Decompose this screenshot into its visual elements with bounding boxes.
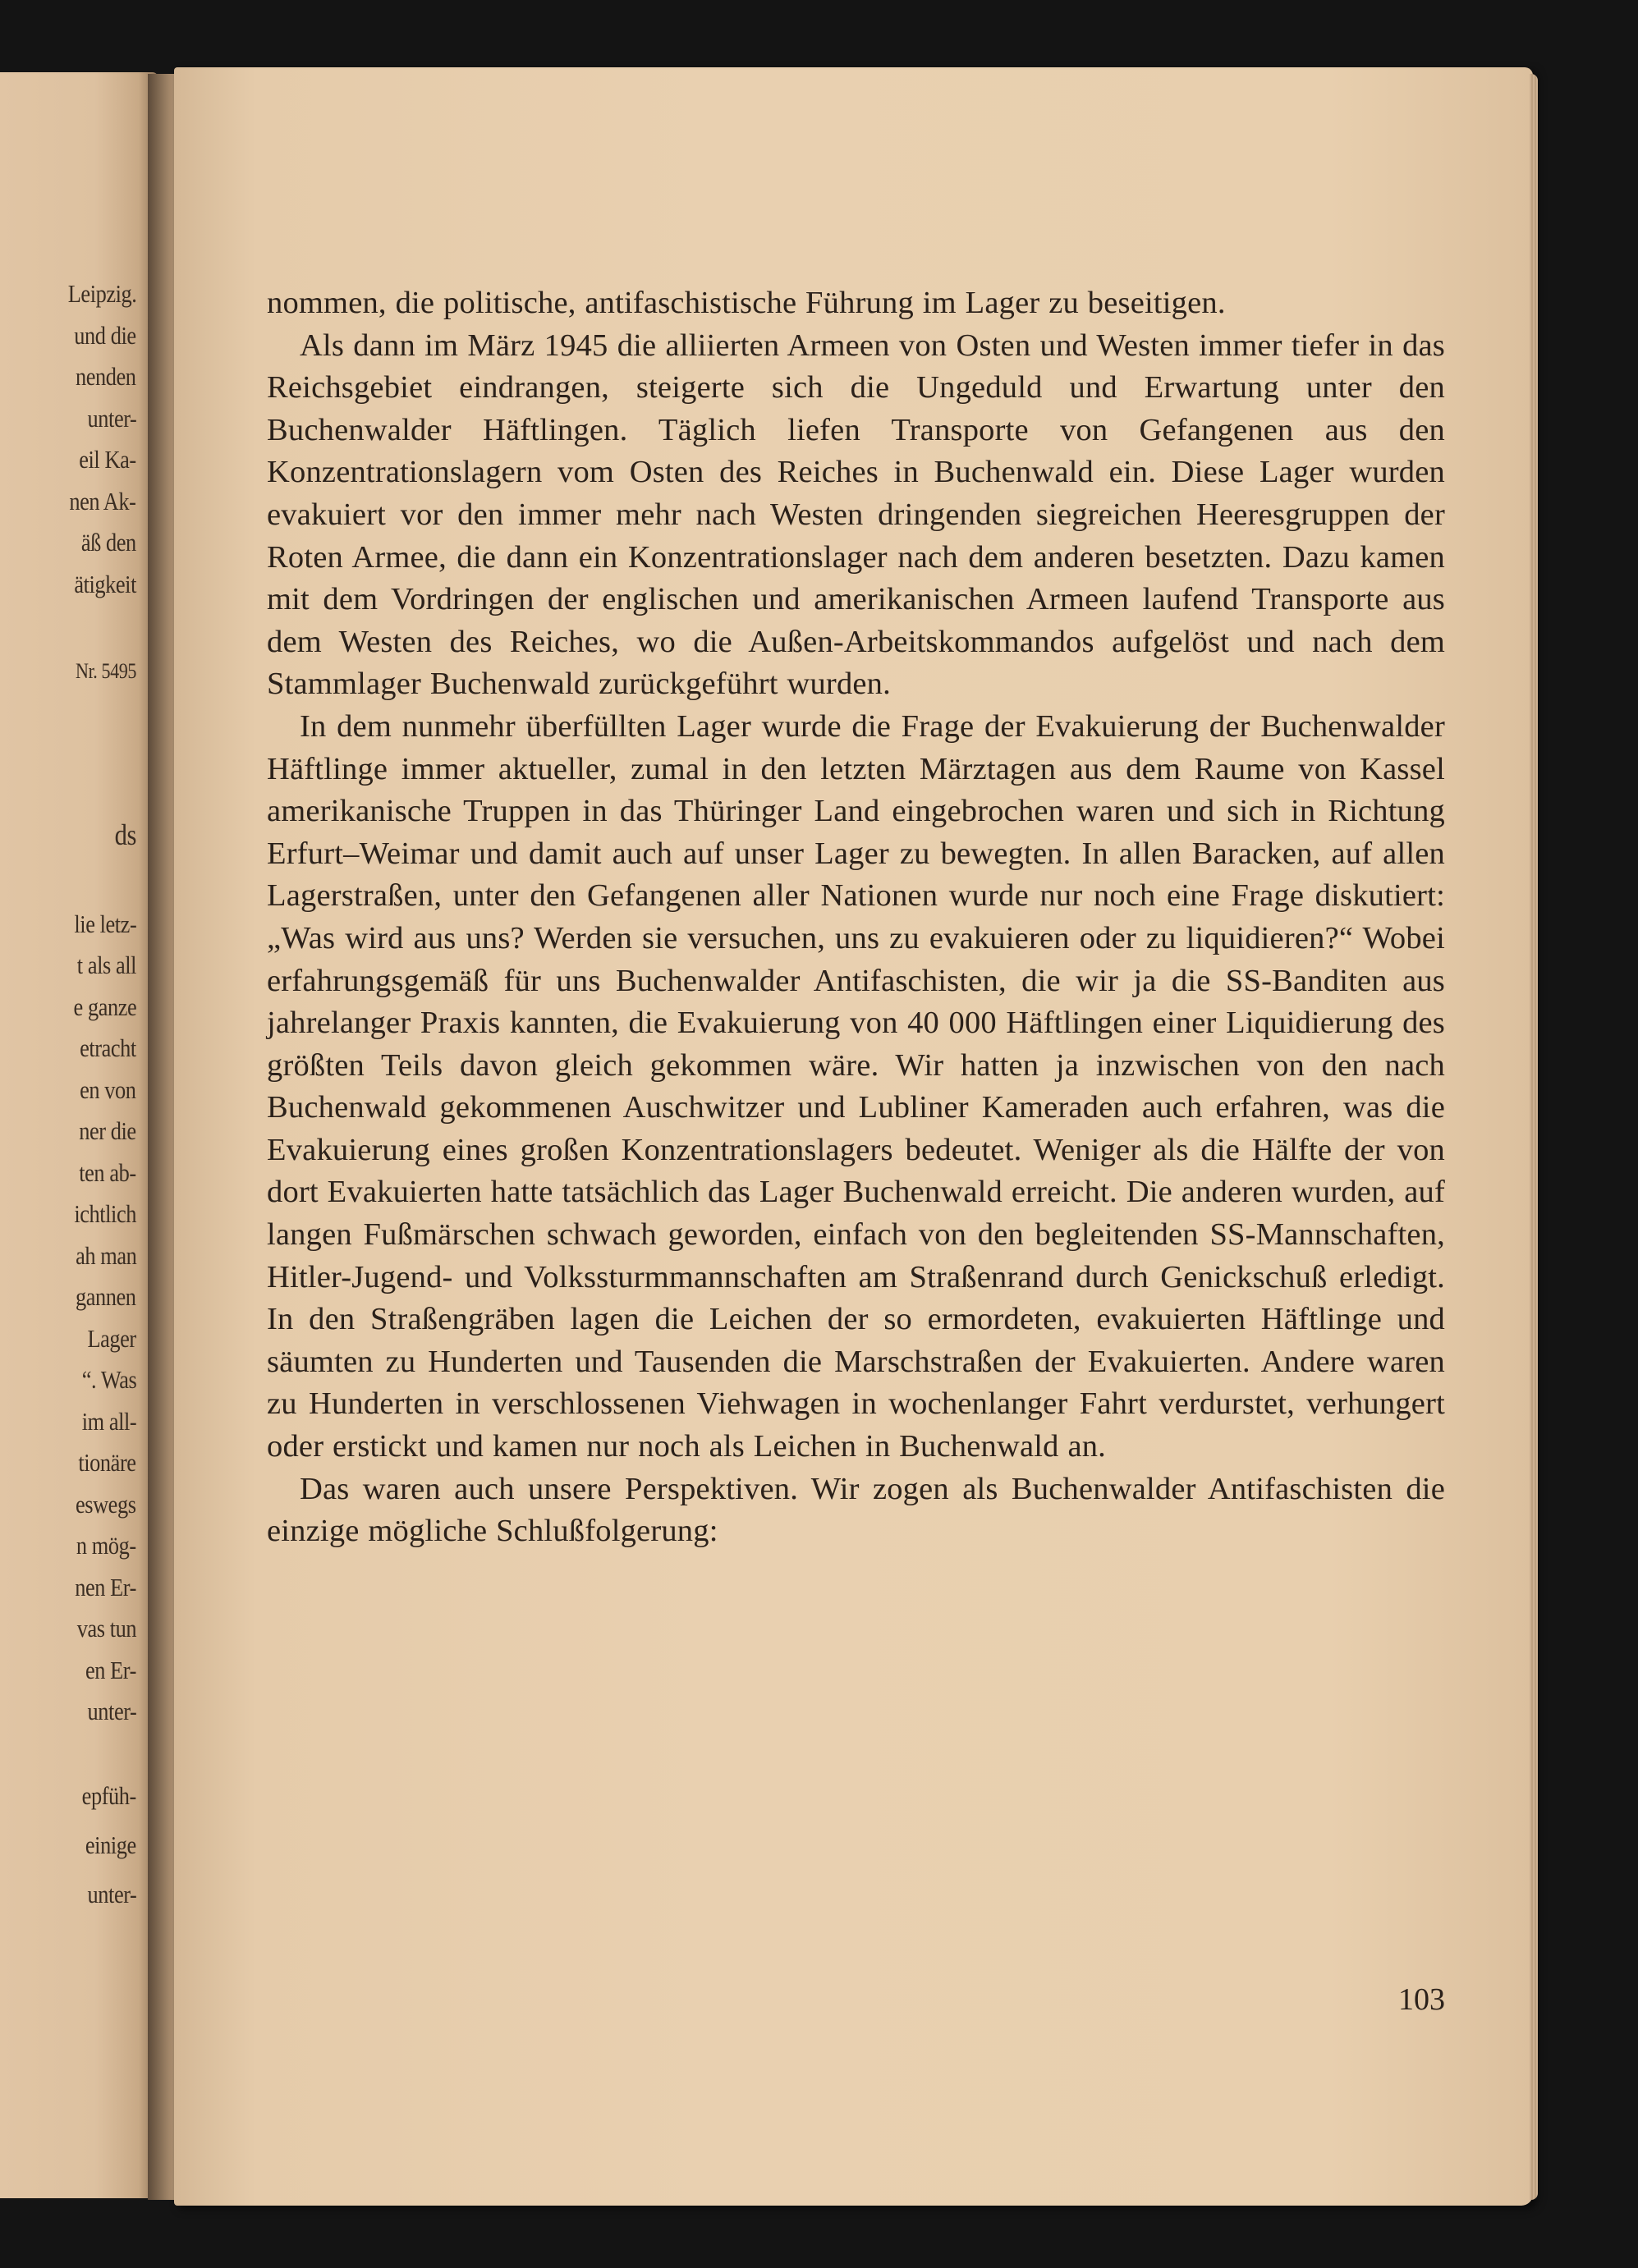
paragraph: Das waren auch unsere Perspektiven. Wir zogen als Buchenwalder Antifaschisten die einzige mögliche Schlußfolgerung: xyxy=(267,1471,1445,1549)
left-page-line: unter- xyxy=(87,1880,136,1908)
left-page-line: Leipzig. xyxy=(67,279,136,308)
left-page-line: etracht xyxy=(80,1033,136,1062)
page-number: 103 xyxy=(1398,1982,1445,2017)
left-page-line: nen Er- xyxy=(75,1573,136,1601)
left-page-line: nenden xyxy=(76,362,136,391)
left-page-line: n mög- xyxy=(76,1531,136,1560)
left-page-line: ätigkeit xyxy=(74,570,136,598)
left-page-line: unter- xyxy=(87,1697,136,1725)
left-page-line: lie letz- xyxy=(74,909,136,938)
left-page-line: ichtlich xyxy=(74,1199,136,1228)
left-page-line: eil Ka- xyxy=(79,445,136,474)
left-page-line: Lager xyxy=(87,1324,136,1353)
left-page-line: e ganze xyxy=(73,992,136,1021)
left-page-line: vas tun xyxy=(76,1614,136,1643)
left-page-line: “. Was xyxy=(81,1365,136,1394)
left-page-line: t als all xyxy=(76,951,136,979)
left-page-line: nen Ak- xyxy=(69,487,136,515)
left-page-line: ner die xyxy=(79,1116,136,1145)
left-page-line: Nr. 5495 xyxy=(76,659,136,683)
previous-page-edge xyxy=(0,72,158,2198)
left-page-heading: ds xyxy=(114,818,136,851)
left-page-line: en von xyxy=(80,1075,136,1104)
left-page-line: im all- xyxy=(81,1407,136,1436)
book-page xyxy=(174,67,1533,2206)
left-page-line: en Er- xyxy=(85,1656,136,1684)
left-page-line: äß den xyxy=(81,528,136,557)
left-page-line: einige xyxy=(85,1830,136,1859)
paragraph: In dem nunmehr überfüllten Lager wurde die Frage der Evakuierung der Buchenwalder Häftlinge immer aktueller, zumal in den letzten Märztagen aus dem Raume von Kassel amerikanische Truppen in das Thüringer Land eingebrochen waren und sich in Richtung Erfurt–Weimar und damit auch auf unser Lager zu bewegten. In allen Baracken, auf allen Lagerstraßen, unter den Gefangenen aller Nationen wurde nur noch eine Frage diskutiert: „Was wird aus uns? Werden sie versuchen, uns zu evakuieren oder zu liquidieren?“ Wobei erfahrungsgemäß für uns Buchenwalder Antifaschisten, die wir ja die SS-Banditen aus jahrelanger Praxis kannten, die Evakuierung von 40 000 Häftlingen einer Liquidierung des größten Teils davon gleich gekommen wäre. Wir hatten ja inzwischen von den nach Buchenwald gekommenen Auschwitzer und Lubliner Kameraden auch erfahren, was die Evakuierung eines großen Konzentrationslagers bedeutet. Weniger als die Hälfte der von dort Evakuierten hatte tatsächlich das Lager Buchenwald erreicht. Die anderen wurden, auf langen Fußmärschen schwach geworden, einfach von den begleitenden SS-Mannschaften, Hitler-Jugend- und Volkssturmmannschaften am Straßenrand durch Genickschuß erledigt. In den Straßengräben lagen die Leichen der so ermordeten, evakuierten Häftlinge und säumten zu Hunderten und Tausenden die Marschstraßen der Evakuierten. Andere waren zu Hunderten in verschlossenen Viehwagen in wochenlanger Fahrt verdurstet, verhungert oder erstickt und kamen nur noch als Leichen in Buchenwald an. xyxy=(267,708,1445,1464)
left-page-line: ah man xyxy=(75,1241,136,1270)
left-page-line: eswegs xyxy=(76,1490,136,1519)
left-page-line: gannen xyxy=(76,1282,136,1311)
page-body xyxy=(267,282,1445,1553)
left-page-line: ten ab- xyxy=(79,1158,136,1187)
paragraph: nommen, die politische, antifaschistische Führung im Lager zu beseitigen. xyxy=(267,286,1226,320)
paragraph: Als dann im März 1945 die alliierten Armeen von Osten und Westen immer tiefer in das Reichsgebiet eindrangen, steigerte sich die Ungeduld und Erwartung unter den Buchenwalder Häftlingen. Täglich liefen Transporte von Gefangenen aus den Konzentrationslagern vom Osten des Reiches in Buchenwald ein. Diese Lager wurden evakuiert vor den immer mehr nach Westen dringenden siegreichen Heeresgruppen der Roten Armee, die dann ein Konzentrationslager nach dem anderen besetzten. Dazu kamen mit dem Vordringen der englischen und amerikanischen Armeen laufend Transporte aus dem Westen des Reiches, wo die Außen-Arbeitskommandos aufgelöst und nach dem Stammlager Buchenwald zurückgeführt wurden. xyxy=(267,328,1445,702)
left-page-line: ерfüh- xyxy=(81,1781,136,1810)
page-edge xyxy=(1530,74,1538,2200)
left-page-line: tionäre xyxy=(78,1448,136,1477)
left-page-line: unter- xyxy=(87,404,136,433)
left-page-line: und die xyxy=(74,321,136,350)
